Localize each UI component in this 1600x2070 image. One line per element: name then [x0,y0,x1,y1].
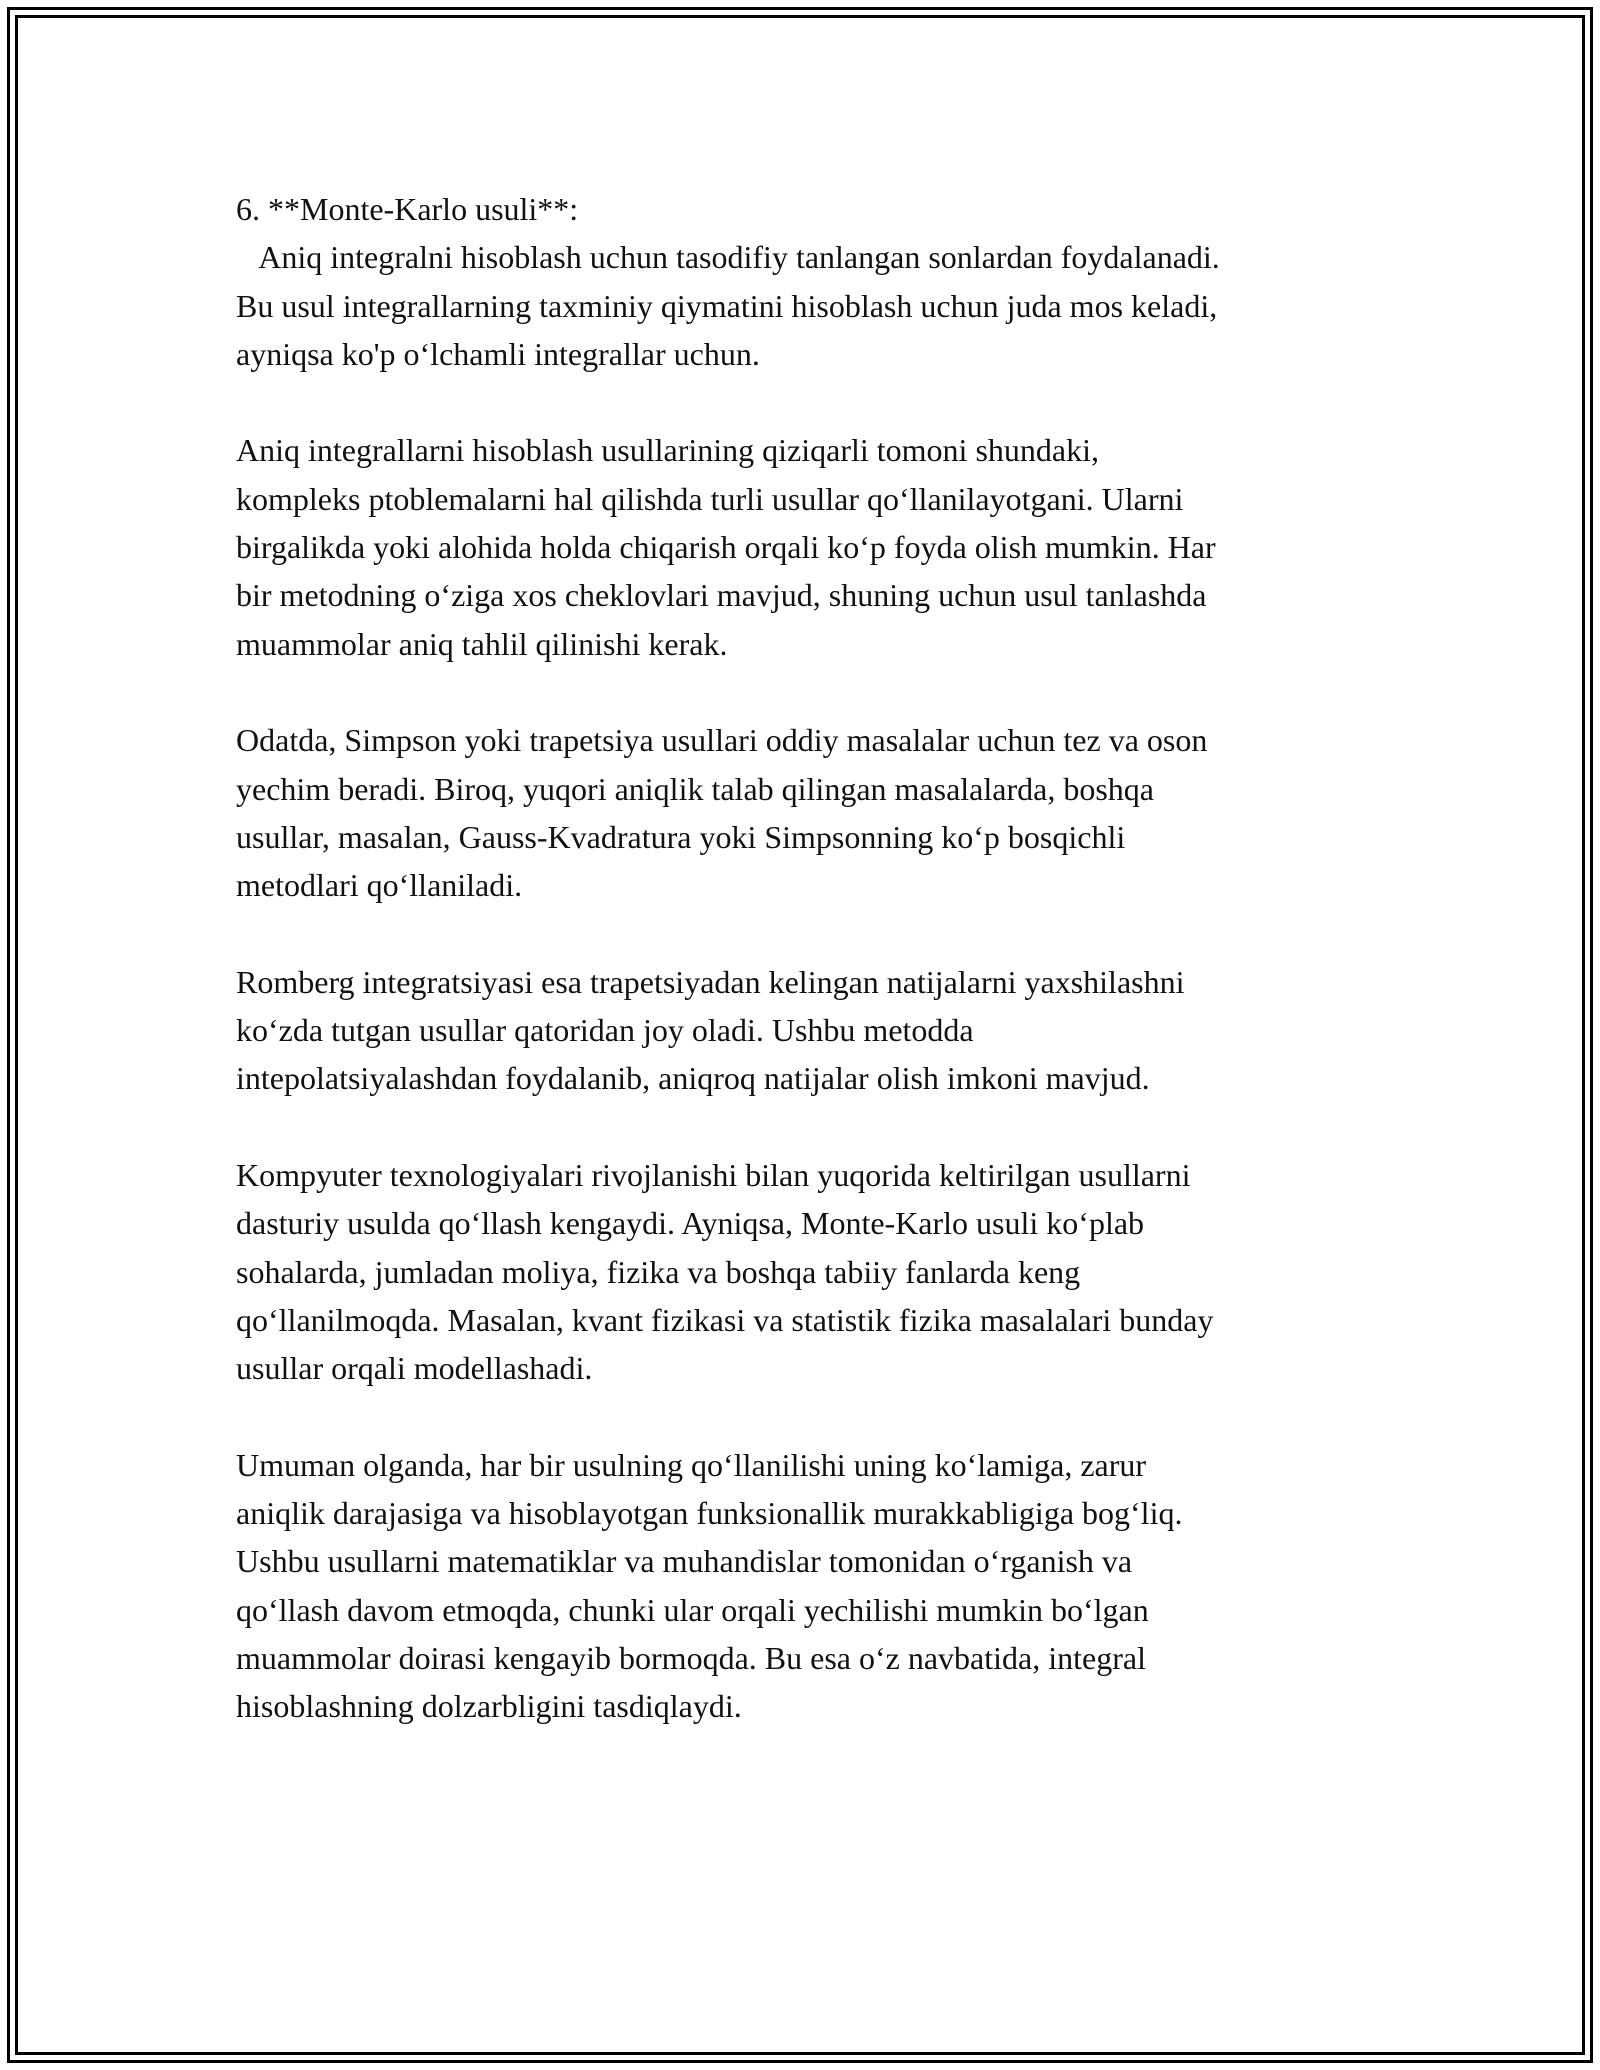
text-line: ayniqsa ko'p o‘lchamli integrallar uchun. [236,335,760,372]
paragraph-computer-technology [236,1151,1376,1392]
text-line: Aniq integrallarni hisoblash usullarining qiziqarli tomoni shundaki, [236,432,1099,469]
text-line: Aniq integralni hisoblash uchun tasodifiy tanlangan sonlardan foydalanadi. [236,239,1220,276]
paragraph-monte-carlo [236,185,1376,378]
text-line: bir metodning o‘ziga xos cheklovlari mavjud, shuning uchun usul tanlashda [236,577,1207,614]
numbered-heading: 6. **Monte-Karlo usuli**: [236,191,579,227]
paragraph-conclusion [236,1441,1376,1731]
text-line: Odatda, Simpson yoki trapetsiya usullari oddiy masalalar uchun tez va oson [236,722,1208,759]
paragraph-simpson-trapezoid [236,716,1376,909]
paragraph-romberg [236,958,1376,1103]
text-line: hisoblashning dolzarbligini tasdiqlaydi. [236,1688,742,1725]
text-line: Bu usul integrallarning taxminiy qiymatini hisoblash uchun juda mos keladi, [236,287,1218,324]
text-line: qo‘llanilmoqda. Masalan, kvant fizikasi va statistik fizika masalalari bunday [236,1301,1214,1338]
text-line: Umuman olganda, har bir usulning qo‘llanilishi uning ko‘lamiga, zarur [236,1446,1147,1483]
text-line: kompleks ptoblemalarni hal qilishda turli usullar qo‘llanilayotgani. Ularni [236,480,1184,517]
text-line: yechim beradi. Biroq, yuqori aniqlik talab qilingan masalalarda, boshqa [236,770,1154,807]
text-line: intepolatsiyalashdan foydalanib, aniqroq natijalar olish imkoni mavjud. [236,1060,1150,1097]
text-line: aniqlik darajasiga va hisoblayotgan funksionallik murakkabligiga bog‘liq. [236,1495,1183,1532]
text-line: usullar orqali modellashadi. [236,1350,593,1387]
text-line: usullar, masalan, Gauss-Kvadratura yoki Simpsonning ko‘p bosqichli [236,818,1126,855]
text-line: metodlari qo‘llaniladi. [236,867,523,904]
text-line: muammolar aniq tahlil qilinishi kerak. [236,625,728,662]
text-line: dasturiy usulda qo‘llash kengaydi. Ayniqsa, Monte-Karlo usuli ko‘plab [236,1205,1145,1242]
text-line: ko‘zda tutgan usullar qatoridan joy oladi. Ushbu metodda [236,1012,974,1049]
text-line: Ushbu usullarni matematiklar va muhandislar tomonidan o‘rganish va [236,1543,1133,1580]
text-line: Kompyuter texnologiyalari rivojlanishi bilan yuqorida keltirilgan usullarni [236,1156,1191,1193]
paragraph-methods-overview [236,426,1376,667]
text-line: qo‘llash davom etmoqda, chunki ular orqali yechilishi mumkin bo‘lgan [236,1591,1149,1628]
text-line: sohalarda, jumladan moliya, fizika va boshqa tabiiy fanlarda keng [236,1253,1081,1290]
text-line: birgalikda yoki alohida holda chiqarish orqali ko‘p foyda olish mumkin. Har [236,529,1216,566]
text-line: muammolar doirasi kengayib bormoqda. Bu esa o‘z navbatida, integral [236,1639,1146,1676]
text-line: Romberg integratsiyasi esa trapetsiyadan kelingan natijalarni yaxshilashni [236,963,1185,1000]
document-body [236,185,1376,1779]
